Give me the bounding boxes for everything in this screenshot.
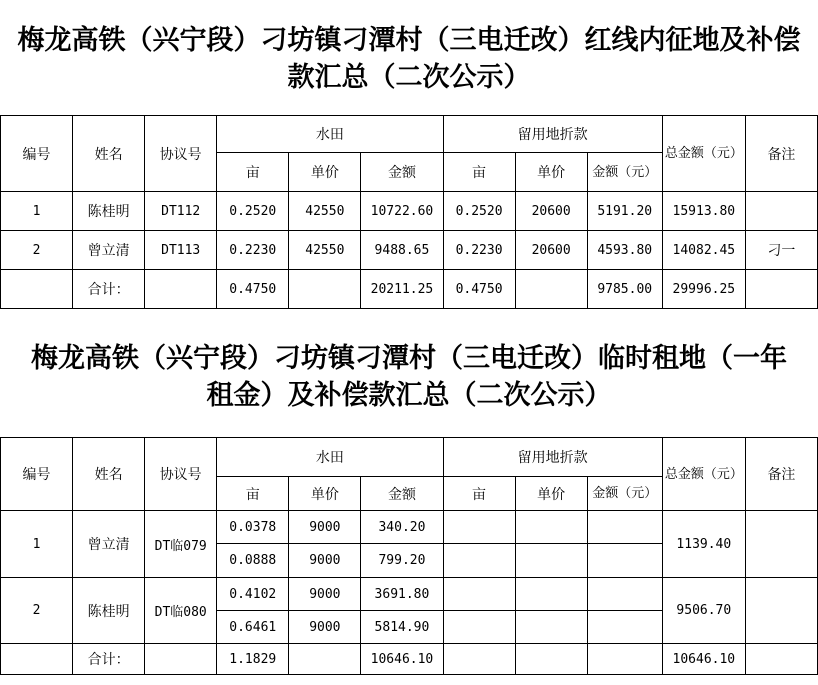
cell-sum-paddy-amount: 20211.25 bbox=[361, 270, 443, 309]
table-row bbox=[1, 192, 818, 231]
cell-remark bbox=[745, 192, 817, 231]
cell-empty bbox=[515, 644, 587, 675]
header-paddy-amount: 金额 bbox=[361, 477, 443, 511]
cell-total: 15913.80 bbox=[662, 192, 745, 231]
header-no: 编号 bbox=[1, 116, 73, 192]
cell-empty bbox=[515, 611, 587, 644]
cell-sum-paddy-mu: 0.4750 bbox=[217, 270, 289, 309]
header-res-amount: 金额（元） bbox=[587, 477, 662, 511]
cell-paddy-amount: 340.20 bbox=[361, 511, 443, 544]
header-total: 总金额（元） bbox=[662, 116, 745, 192]
cell-empty bbox=[587, 644, 662, 675]
cell-empty bbox=[587, 511, 662, 544]
cell-empty bbox=[587, 611, 662, 644]
table-row-sum bbox=[1, 644, 818, 675]
cell-empty bbox=[515, 578, 587, 611]
header-name: 姓名 bbox=[73, 438, 145, 511]
cell-remark: 刁一 bbox=[745, 231, 817, 270]
cell-res-price: 20600 bbox=[515, 192, 587, 231]
table-row bbox=[1, 231, 818, 270]
header-paddy-amount: 金额 bbox=[361, 153, 443, 192]
cell-name: 陈桂明 bbox=[73, 192, 145, 231]
cell-empty bbox=[745, 644, 817, 675]
header-paddy-price: 单价 bbox=[289, 153, 361, 192]
cell-sum-total: 29996.25 bbox=[662, 270, 745, 309]
cell-sum-label: 合计： bbox=[73, 270, 145, 309]
cell-empty bbox=[515, 544, 587, 578]
header-no: 编号 bbox=[1, 438, 73, 511]
cell-empty bbox=[289, 270, 361, 309]
header-res-mu: 亩 bbox=[443, 153, 515, 192]
header-total: 总金额（元） bbox=[662, 438, 745, 511]
header-reserved: 留用地折款 bbox=[443, 438, 662, 477]
header-agreement: 协议号 bbox=[145, 116, 217, 192]
header-remark: 备注 bbox=[745, 116, 817, 192]
cell-remark bbox=[745, 578, 817, 644]
land-acquisition-table bbox=[0, 115, 818, 309]
title-temporary-lease: 梅龙高铁（兴宁段）刁坊镇刁潭村（三电迁改）临时租地（一年租金）及补偿款汇总（二次公示） bbox=[31, 343, 787, 411]
cell-paddy-price: 42550 bbox=[289, 231, 361, 270]
cell-paddy-amount: 10722.60 bbox=[361, 192, 443, 231]
cell-res-mu: 0.2230 bbox=[443, 231, 515, 270]
title-land-acquisition: 梅龙高铁（兴宁段）刁坊镇刁潭村（三电迁改）红线内征地及补偿款汇总（二次公示） bbox=[17, 25, 801, 93]
cell-empty bbox=[1, 270, 73, 309]
cell-empty bbox=[745, 270, 817, 309]
cell-paddy-mu: 0.2230 bbox=[217, 231, 289, 270]
cell-name: 陈桂明 bbox=[73, 578, 145, 644]
cell-empty bbox=[145, 270, 217, 309]
cell-paddy-price: 9000 bbox=[289, 611, 361, 644]
cell-paddy-price: 9000 bbox=[289, 511, 361, 544]
table-row-sum bbox=[1, 270, 818, 309]
cell-empty bbox=[443, 611, 515, 644]
table-row bbox=[1, 511, 818, 544]
cell-empty bbox=[587, 544, 662, 578]
cell-no: 2 bbox=[1, 231, 73, 270]
cell-no: 1 bbox=[1, 192, 73, 231]
cell-no: 2 bbox=[1, 578, 73, 644]
cell-agreement: DT113 bbox=[145, 231, 217, 270]
cell-agreement: DT112 bbox=[145, 192, 217, 231]
cell-empty bbox=[515, 270, 587, 309]
cell-total: 14082.45 bbox=[662, 231, 745, 270]
header-paddy: 水田 bbox=[217, 438, 443, 477]
cell-empty bbox=[515, 511, 587, 544]
header-agreement: 协议号 bbox=[145, 438, 217, 511]
header-paddy-mu: 亩 bbox=[217, 153, 289, 192]
cell-agreement: DT临080 bbox=[145, 578, 217, 644]
header-res-price: 单价 bbox=[515, 153, 587, 192]
cell-sum-res-amount: 9785.00 bbox=[587, 270, 662, 309]
cell-res-price: 20600 bbox=[515, 231, 587, 270]
cell-total: 1139.40 bbox=[662, 511, 745, 578]
cell-name: 曾立清 bbox=[73, 231, 145, 270]
header-res-mu: 亩 bbox=[443, 477, 515, 511]
cell-empty bbox=[443, 544, 515, 578]
cell-paddy-mu: 0.0378 bbox=[217, 511, 289, 544]
cell-no: 1 bbox=[1, 511, 73, 578]
header-paddy-price: 单价 bbox=[289, 477, 361, 511]
cell-res-mu: 0.2520 bbox=[443, 192, 515, 231]
header-paddy: 水田 bbox=[217, 116, 443, 153]
cell-name: 曾立清 bbox=[73, 511, 145, 578]
header-res-amount: 金额（元） bbox=[587, 153, 662, 192]
cell-paddy-price: 42550 bbox=[289, 192, 361, 231]
cell-empty bbox=[1, 644, 73, 675]
cell-paddy-price: 9000 bbox=[289, 544, 361, 578]
cell-empty bbox=[587, 578, 662, 611]
header-paddy-mu: 亩 bbox=[217, 477, 289, 511]
header-reserved: 留用地折款 bbox=[443, 116, 662, 153]
cell-empty bbox=[443, 644, 515, 675]
cell-sum-paddy-amount: 10646.10 bbox=[361, 644, 443, 675]
cell-paddy-amount: 799.20 bbox=[361, 544, 443, 578]
cell-empty bbox=[443, 578, 515, 611]
cell-sum-label: 合计： bbox=[73, 644, 145, 675]
temporary-lease-table bbox=[0, 437, 818, 675]
header-name: 姓名 bbox=[73, 116, 145, 192]
cell-paddy-mu: 0.6461 bbox=[217, 611, 289, 644]
header-remark: 备注 bbox=[745, 438, 817, 511]
cell-paddy-mu: 0.0888 bbox=[217, 544, 289, 578]
cell-paddy-mu: 0.4102 bbox=[217, 578, 289, 611]
cell-paddy-amount: 3691.80 bbox=[361, 578, 443, 611]
cell-paddy-mu: 0.2520 bbox=[217, 192, 289, 231]
cell-sum-total: 10646.10 bbox=[662, 644, 745, 675]
cell-remark bbox=[745, 511, 817, 578]
cell-agreement: DT临079 bbox=[145, 511, 217, 578]
cell-paddy-amount: 9488.65 bbox=[361, 231, 443, 270]
cell-sum-res-mu: 0.4750 bbox=[443, 270, 515, 309]
cell-sum-paddy-mu: 1.1829 bbox=[217, 644, 289, 675]
cell-res-amount: 4593.80 bbox=[587, 231, 662, 270]
cell-total: 9506.70 bbox=[662, 578, 745, 644]
header-res-price: 单价 bbox=[515, 477, 587, 511]
cell-empty bbox=[145, 644, 217, 675]
cell-paddy-price: 9000 bbox=[289, 578, 361, 611]
cell-empty bbox=[443, 511, 515, 544]
cell-empty bbox=[289, 644, 361, 675]
cell-paddy-amount: 5814.90 bbox=[361, 611, 443, 644]
table-row bbox=[1, 578, 818, 611]
cell-res-amount: 5191.20 bbox=[587, 192, 662, 231]
